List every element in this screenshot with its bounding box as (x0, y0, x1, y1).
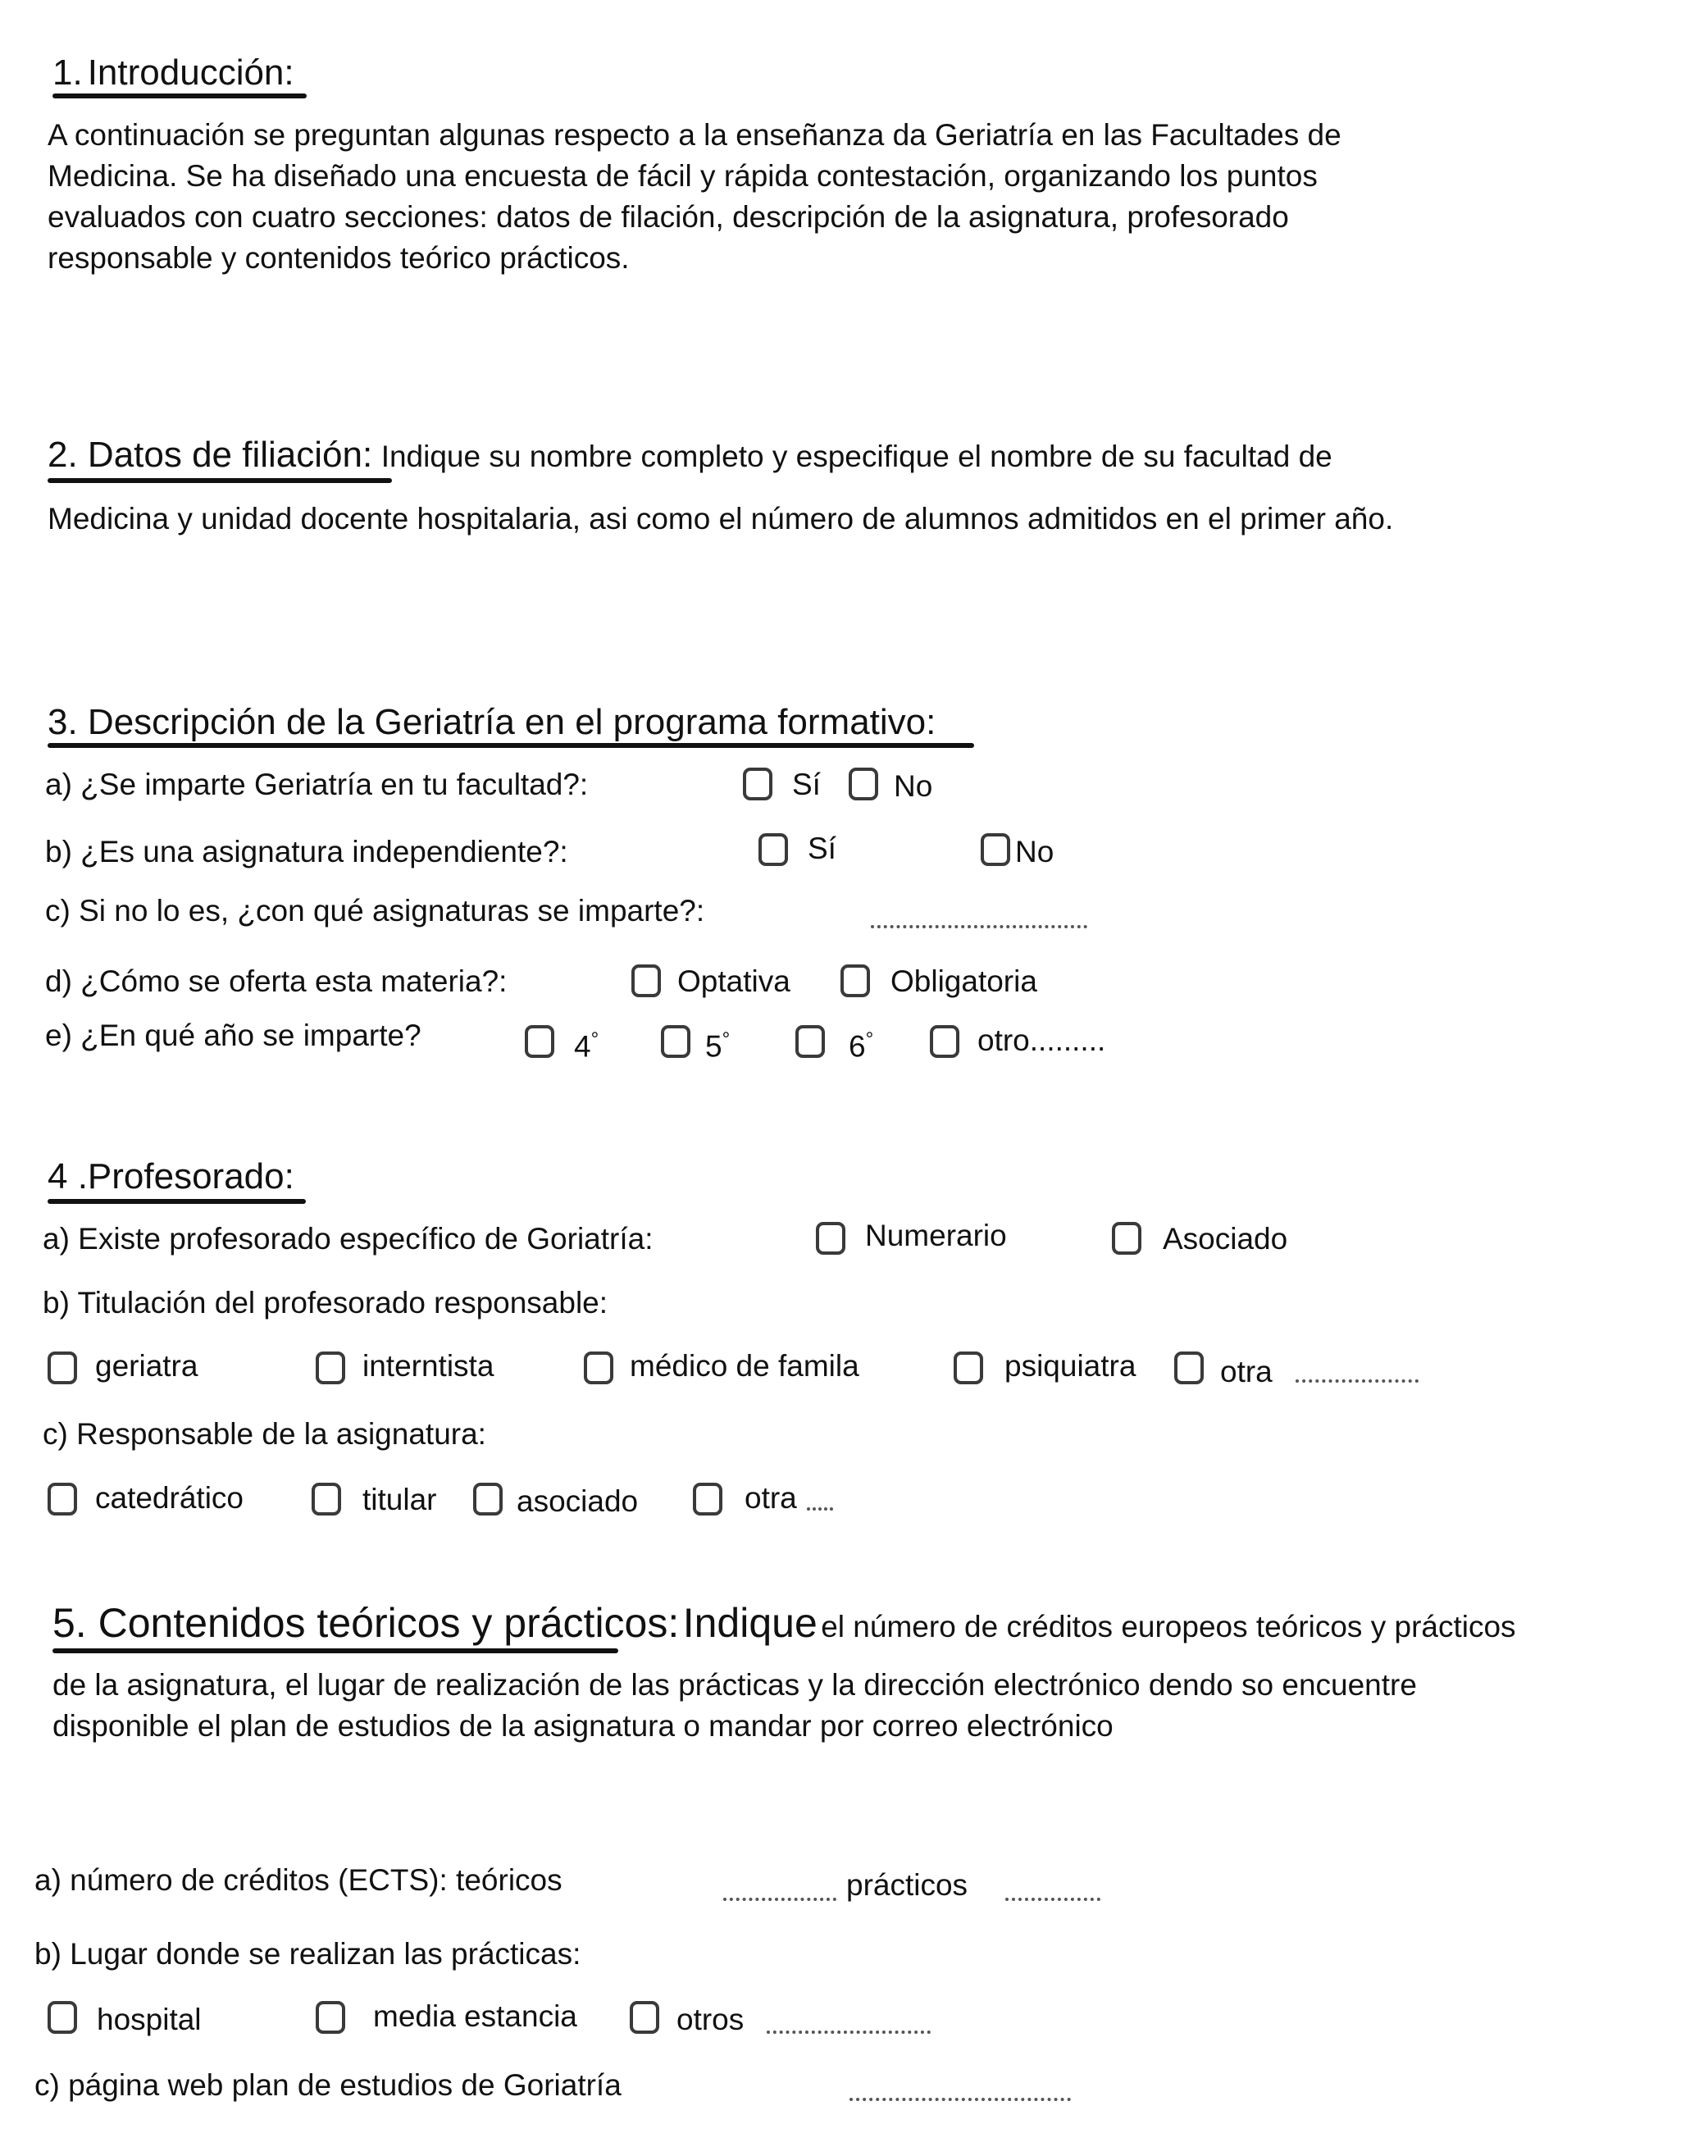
s3e-6-label: 6° (849, 1028, 874, 1064)
s4b-medico-familia-label: médico de famila (630, 1349, 859, 1383)
s4-colon: : (284, 1156, 294, 1197)
s4b-medico-familia-checkbox[interactable] (584, 1351, 613, 1384)
s5-title: 5. Contenidos teóricos y prácticos (52, 1600, 668, 1646)
s3c-answer-field[interactable] (871, 925, 1087, 928)
s2-intro: Indique su nombre completo y especifique el nombre de su facultad de (380, 440, 1332, 473)
s4a-asociado-checkbox[interactable] (1112, 1222, 1141, 1255)
s4c-asociado-checkbox[interactable] (473, 1483, 503, 1516)
s5-underline (52, 1648, 618, 1653)
s3b-no-checkbox[interactable] (981, 833, 1010, 866)
s1-colon: : (284, 52, 294, 93)
s2-title: 2. Datos de filiación (48, 435, 362, 475)
s1-body: A continuación se preguntan algunas respecto a la enseñanza da Geriatría en las Facultades de Medicina. Se ha diseñado una encuesta de fácil y rápida contestación, organizando los puntos evaluados con cuatro secciones: datos de filación, descripción de la asignatura, profesorado responsable y contenidos teórico prácticos. (48, 118, 1341, 275)
s4a-asociado-label: Asociado (1163, 1222, 1288, 1256)
s4c-catedratico-label: catedrático (95, 1481, 244, 1515)
s3a-si-label: Sí (792, 768, 821, 801)
s2-colon: : (362, 435, 373, 475)
s4b-otra-checkbox[interactable] (1174, 1351, 1204, 1384)
s3b-no-label: No (1015, 835, 1054, 868)
s4c-titular-checkbox[interactable] (312, 1483, 341, 1516)
s3-colon: : (926, 702, 936, 742)
s4c-titular-label: titular (362, 1483, 437, 1516)
s2-body: Medicina y unidad docente hospitalaria, asi como el número de alumnos admitidos en el primer año. (48, 502, 1394, 536)
s5b-hospital-checkbox[interactable] (48, 2001, 77, 2034)
s4b-otra-field[interactable] (1296, 1379, 1419, 1383)
s4b-interntista-checkbox[interactable] (316, 1351, 345, 1384)
s5b-otros-checkbox[interactable] (630, 2001, 659, 2034)
s4b-interntista-label: interntista (362, 1349, 494, 1383)
s4b-question: b) Titulación del profesorado responsable: (43, 1286, 608, 1320)
s5b-media-estancia-checkbox[interactable] (316, 2001, 345, 2034)
s4c-question: c) Responsable de la asignatura: (43, 1417, 486, 1451)
s3e-6-checkbox[interactable] (795, 1025, 825, 1058)
s4a-question: a) Existe profesorado específico de Goriatría: (43, 1222, 654, 1256)
s4-title: 4 .Profesorado (48, 1156, 285, 1197)
degree-mark: ° (590, 1028, 599, 1051)
s5-intro: el número de créditos europeos teóricos y prácticos (821, 1610, 1516, 1643)
s4c-otra-checkbox[interactable] (693, 1483, 722, 1516)
s3-underline (48, 743, 974, 748)
s3d-optativa-label: Optativa (677, 964, 790, 998)
s5-colon: : (667, 1600, 680, 1646)
degree-mark: ° (722, 1028, 731, 1051)
s3a-question: a) ¿Se imparte Geriatría en tu facultad?: (45, 768, 589, 801)
s5c-question: c) página web plan de estudios de Goriatría (34, 2068, 622, 2102)
s3-heading (48, 702, 936, 743)
s4b-psiquiatra-checkbox[interactable] (954, 1351, 983, 1384)
s4b-geriatra-label: geriatra (95, 1349, 198, 1383)
s5b-otros-label: otros (676, 2003, 745, 2036)
s3d-obligatoria-checkbox[interactable] (840, 964, 870, 997)
s5a-practicos-field[interactable] (1005, 1898, 1100, 1901)
s3e-5-checkbox[interactable] (661, 1025, 690, 1058)
s5b-question: b) Lugar donde se realizan las prácticas: (34, 1937, 581, 1971)
s3e-otro-label: otro......... (977, 1023, 1106, 1057)
s3e-4-checkbox[interactable] (525, 1025, 554, 1058)
s1-heading (52, 52, 294, 93)
s1-underline (52, 93, 307, 98)
s5a-teoricos-field[interactable] (723, 1898, 836, 1901)
s3e-5-label: 5° (705, 1028, 731, 1064)
s3e-otro-checkbox[interactable] (930, 1025, 959, 1058)
s4c-otra-field[interactable] (807, 1507, 833, 1511)
s3b-si-label: Sí (808, 832, 836, 865)
s5-heading (52, 1599, 1516, 1647)
s3a-no-checkbox[interactable] (849, 768, 878, 800)
s4b-psiquiatra-label: psiquiatra (1004, 1349, 1136, 1383)
s5b-hospital-label: hospital (97, 2003, 202, 2036)
s5a-practicos-label: prácticos (846, 1868, 968, 1902)
s5b-otros-field[interactable] (767, 2031, 931, 2034)
s4b-geriatra-checkbox[interactable] (48, 1351, 77, 1384)
s3e-4-label: 4° (574, 1028, 599, 1064)
s5a-question: a) número de créditos (ECTS): teóricos (34, 1863, 563, 1897)
s1-number: 1. (52, 52, 83, 93)
s3d-question: d) ¿Cómo se oferta esta materia?: (45, 964, 508, 998)
s4b-otra-label: otra (1220, 1355, 1273, 1388)
s5-lead: Indique (682, 1600, 818, 1646)
s1-title: Introducción (87, 52, 285, 93)
s5b-media-estancia-label: media estancia (373, 1999, 577, 2033)
s3-title: 3. Descripción de la Geriatría en el programa formativo (48, 702, 927, 742)
s3c-question: c) Si no lo es, ¿con qué asignaturas se imparte?: (45, 894, 705, 928)
s4-heading (48, 1156, 294, 1197)
s3d-obligatoria-label: Obligatoria (890, 964, 1037, 998)
s3b-question: b) ¿Es una asignatura independiente?: (45, 835, 568, 868)
s3a-no-label: No (894, 769, 933, 803)
s4a-numerario-checkbox[interactable] (816, 1222, 845, 1255)
s4c-catedratico-checkbox[interactable] (48, 1483, 77, 1516)
s3a-si-checkbox[interactable] (743, 768, 772, 800)
s4c-otra-label: otra (745, 1481, 797, 1515)
s5-body: de la asignatura, el lugar de realización de las prácticas y la dirección electrónico dendo so encuentre disponible el plan de estudios de la asignatura o mandar por correo electrónico (52, 1668, 1417, 1743)
s3b-si-checkbox[interactable] (758, 833, 788, 866)
s3e-question: e) ¿En qué año se imparte? (45, 1019, 421, 1052)
degree-mark: ° (865, 1028, 874, 1051)
s4-underline (48, 1199, 306, 1204)
s4a-numerario-label: Numerario (865, 1219, 1007, 1252)
s2-underline (48, 478, 392, 483)
s2-heading (48, 435, 1332, 476)
s3d-optativa-checkbox[interactable] (631, 964, 661, 997)
s4c-asociado-label: asociado (517, 1484, 639, 1518)
s5c-web-field[interactable] (849, 2098, 1071, 2101)
